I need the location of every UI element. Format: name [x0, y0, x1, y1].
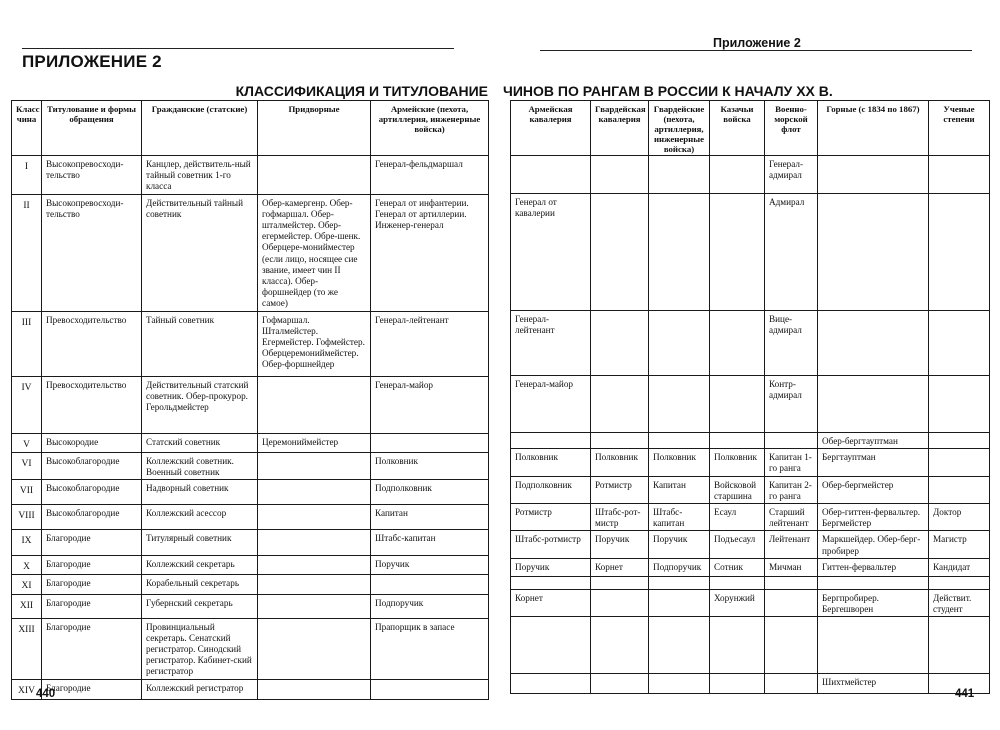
page-number-right: 441 [955, 688, 975, 700]
cell-civil: Действительный статский советник. Обер-прокурор. Герольдмейстер [142, 376, 258, 433]
cell-court [258, 618, 371, 679]
cell-guard-infantry [649, 433, 710, 449]
cell-title: Благородие [42, 556, 142, 575]
cell-guard-cavalry: Поручик [591, 531, 649, 558]
cell-navy [765, 433, 818, 449]
cell-court [258, 505, 371, 530]
col-header-army-cavalry: Армейская кавалерия [511, 101, 591, 156]
cell-civil: Коллежский регистратор [142, 679, 258, 699]
cell-army: Штабс-капитан [371, 530, 489, 556]
cell-degree [929, 156, 990, 194]
table-row [12, 480, 489, 505]
table-row [511, 156, 990, 194]
cell-army: Капитан [371, 505, 489, 530]
cell-class: VIII [12, 505, 42, 530]
table-row [511, 194, 990, 311]
cell-guard-infantry [649, 311, 710, 376]
cell-guard-cavalry [591, 311, 649, 376]
cell-navy: Вице-адмирал [765, 311, 818, 376]
cell-title: Благородие [42, 679, 142, 699]
cell-navy [765, 576, 818, 589]
cell-cossack [710, 311, 765, 376]
cell-army-cavalry [511, 156, 591, 194]
appendix-heading: ПРИЛОЖЕНИЕ 2 [22, 52, 162, 71]
cell-degree [929, 476, 990, 503]
cell-mining: Гиттен-фервальтер [818, 558, 929, 576]
cell-title: Превосходительство [42, 376, 142, 433]
cell-cossack [710, 376, 765, 433]
cell-title: Высокоблагородие [42, 505, 142, 530]
cell-guard-cavalry: Штабс-рот-мистр [591, 504, 649, 531]
page-number-left: 440 [36, 688, 56, 700]
rank-table-left [11, 100, 489, 700]
cell-mining: Шихтмейстер [818, 674, 929, 694]
cell-army: Полковник [371, 452, 489, 479]
cell-court [258, 156, 371, 195]
cell-cossack: Хорунжий [710, 589, 765, 616]
rank-table-right [510, 100, 990, 694]
cell-army-cavalry: Полковник [511, 449, 591, 476]
cell-title: Высокопревосходи-тельство [42, 194, 142, 311]
table-row [511, 376, 990, 433]
cell-cossack [710, 194, 765, 311]
cell-guard-infantry [649, 156, 710, 194]
table-row [511, 531, 990, 558]
cell-degree: Доктор [929, 504, 990, 531]
cell-guard-infantry: Штабс-капитан [649, 504, 710, 531]
cell-guard-infantry [649, 674, 710, 694]
cell-mining: Бергпробирер. Бергешворен [818, 589, 929, 616]
cell-army: Генерал-лейтенант [371, 311, 489, 376]
cell-class: XII [12, 594, 42, 618]
cell-mining [818, 311, 929, 376]
cell-mining: Обер-гиттен-фервальтер. Бергмейстер [818, 504, 929, 531]
col-header-civil: Гражданские (статские) [142, 101, 258, 156]
table-row [12, 679, 489, 699]
table-row [12, 505, 489, 530]
cell-navy [765, 617, 818, 674]
cell-class: VII [12, 480, 42, 505]
cell-army-cavalry [511, 576, 591, 589]
cell-class: V [12, 433, 42, 452]
cell-civil: Коллежский асессор [142, 505, 258, 530]
cell-civil: Провинциальный секретарь. Сенатский регистратор. Синодский регистратор. Кабинет-ский регистратор [142, 618, 258, 679]
cell-guard-cavalry: Полковник [591, 449, 649, 476]
cell-title: Благородие [42, 530, 142, 556]
cell-navy: Лейтенант [765, 531, 818, 558]
cell-mining: Маркшейдер. Обер-берг-пробирер [818, 531, 929, 558]
table-header-row [12, 101, 489, 156]
cell-cossack: Подъесаул [710, 531, 765, 558]
cell-civil: Надворный советник [142, 480, 258, 505]
col-header-title: Титулование и формы обращения [42, 101, 142, 156]
table-row [12, 433, 489, 452]
cell-mining: Обер-бергмейстер [818, 476, 929, 503]
cell-guard-cavalry [591, 376, 649, 433]
table-row [511, 476, 990, 503]
cell-court [258, 452, 371, 479]
cell-guard-infantry [649, 376, 710, 433]
cell-mining: Обер-бергтауптман [818, 433, 929, 449]
cell-cossack [710, 576, 765, 589]
table-row [12, 452, 489, 479]
right-page [500, 0, 1000, 730]
cell-army: Генерал от инфантерии. Генерал от артиллерии. Инженер-генерал [371, 194, 489, 311]
table-row [511, 433, 990, 449]
cell-army: Поручик [371, 556, 489, 575]
cell-class: X [12, 556, 42, 575]
cell-cossack: Есаул [710, 504, 765, 531]
cell-navy: Капитан 2-го ранга [765, 476, 818, 503]
cell-guard-infantry: Подпоручик [649, 558, 710, 576]
cell-mining [818, 617, 929, 674]
cell-navy: Капитан 1-го ранга [765, 449, 818, 476]
top-rule-right [540, 50, 972, 51]
cell-court [258, 575, 371, 594]
cell-cossack [710, 617, 765, 674]
table-row [511, 311, 990, 376]
cell-army-cavalry: Генерал-майор [511, 376, 591, 433]
cell-army: Прапорщик в запасе [371, 618, 489, 679]
col-header-mining: Горные (с 1834 по 1867) [818, 101, 929, 156]
table-row [511, 449, 990, 476]
cell-class: VI [12, 452, 42, 479]
table-row [511, 504, 990, 531]
cell-degree [929, 617, 990, 674]
col-header-degrees: Ученые степени [929, 101, 990, 156]
cell-guard-infantry [649, 194, 710, 311]
cell-mining [818, 156, 929, 194]
cell-navy: Контр-адмирал [765, 376, 818, 433]
cell-mining: Бергтауптман [818, 449, 929, 476]
col-header-court: Придворные [258, 101, 371, 156]
table-row [12, 156, 489, 195]
cell-degree [929, 576, 990, 589]
cell-degree: Магистр [929, 531, 990, 558]
cell-court: Церемониймейстер [258, 433, 371, 452]
cell-cossack [710, 433, 765, 449]
cell-army-cavalry [511, 674, 591, 694]
cell-civil: Тайный советник [142, 311, 258, 376]
cell-guard-cavalry [591, 576, 649, 589]
cell-guard-infantry: Поручик [649, 531, 710, 558]
cell-army-cavalry: Штабс-ротмистр [511, 531, 591, 558]
cell-mining [818, 576, 929, 589]
cell-cossack [710, 674, 765, 694]
cell-title: Благородие [42, 618, 142, 679]
cell-civil: Корабельный секретарь [142, 575, 258, 594]
cell-civil: Титулярный советник [142, 530, 258, 556]
cell-navy: Адмирал [765, 194, 818, 311]
cell-class: I [12, 156, 42, 195]
cell-title: Высокопревосходи-тельство [42, 156, 142, 195]
cell-court: Обер-камергенр. Обер-гофмаршал. Обер-шталмейстер. Обер-егермейстер. Обре-шенк. Оберцере-монийместер (если лицо, носящее сие звание, имеет чин II класса). Обер-форшнейдер (то же самое) [258, 194, 371, 311]
cell-army-cavalry: Поручик [511, 558, 591, 576]
cell-title: Высокородие [42, 433, 142, 452]
cell-army [371, 679, 489, 699]
table-row [12, 311, 489, 376]
table-row [12, 594, 489, 618]
cell-army-cavalry: Подполковник [511, 476, 591, 503]
cell-class: XIII [12, 618, 42, 679]
cell-court [258, 556, 371, 575]
table-row [511, 576, 990, 589]
cell-army [371, 575, 489, 594]
table-row [511, 674, 990, 694]
table-row [12, 575, 489, 594]
cell-class: XIV [12, 679, 42, 699]
cell-civil: Коллежский секретарь [142, 556, 258, 575]
cell-army: Подполковник [371, 480, 489, 505]
cell-title: Благородие [42, 575, 142, 594]
cell-navy [765, 674, 818, 694]
col-header-navy: Военно-морской флот [765, 101, 818, 156]
cell-army-cavalry: Генерал от кавалерии [511, 194, 591, 311]
table-title-part-1: КЛАССИФИКАЦИЯ И ТИТУЛОВАНИЕ [235, 83, 488, 99]
cell-degree [929, 449, 990, 476]
cell-court [258, 480, 371, 505]
cell-cossack: Сотник [710, 558, 765, 576]
cell-class: IV [12, 376, 42, 433]
cell-guard-cavalry [591, 194, 649, 311]
cell-army-cavalry: Генерал-лейтенант [511, 311, 591, 376]
cell-degree [929, 433, 990, 449]
cell-title: Высокоблагородие [42, 480, 142, 505]
cell-civil: Коллежский советник. Военный советник [142, 452, 258, 479]
cell-guard-cavalry [591, 589, 649, 616]
cell-guard-infantry [649, 589, 710, 616]
cell-court [258, 594, 371, 618]
cell-army [371, 433, 489, 452]
cell-guard-infantry: Капитан [649, 476, 710, 503]
cell-navy: Старший лейтенант [765, 504, 818, 531]
cell-guard-cavalry [591, 674, 649, 694]
cell-mining [818, 376, 929, 433]
cell-degree: Кандидат [929, 558, 990, 576]
cell-army-cavalry: Корнет [511, 589, 591, 616]
cell-guard-cavalry [591, 617, 649, 674]
cell-army-cavalry [511, 617, 591, 674]
table-title-part-2: ЧИНОВ ПО РАНГАМ В РОССИИ К НАЧАЛУ XX В. [503, 83, 833, 99]
cell-title: Благородие [42, 594, 142, 618]
cell-class: II [12, 194, 42, 311]
cell-guard-infantry [649, 617, 710, 674]
cell-navy: Генерал-адмирал [765, 156, 818, 194]
cell-class: III [12, 311, 42, 376]
cell-civil: Статский советник [142, 433, 258, 452]
cell-guard-cavalry: Ротмистр [591, 476, 649, 503]
cell-army: Генерал-майор [371, 376, 489, 433]
cell-army-cavalry [511, 433, 591, 449]
cell-army: Генерал-фельдмаршал [371, 156, 489, 195]
cell-class: XI [12, 575, 42, 594]
table-row [12, 530, 489, 556]
running-head: Приложение 2 [713, 36, 801, 50]
cell-title: Высокоблагородие [42, 452, 142, 479]
cell-class: IX [12, 530, 42, 556]
table-row [12, 194, 489, 311]
cell-navy: Мичман [765, 558, 818, 576]
cell-guard-cavalry [591, 433, 649, 449]
cell-civil: Действительный тайный советник [142, 194, 258, 311]
cell-cossack [710, 156, 765, 194]
col-header-guard-cavalry: Гвардейская кавалерия [591, 101, 649, 156]
cell-civil: Канцлер, действитель-ный тайный советник 1-го класса [142, 156, 258, 195]
cell-cossack: Войсковой старшина [710, 476, 765, 503]
cell-degree: Действит. студент [929, 589, 990, 616]
cell-mining [818, 194, 929, 311]
cell-army: Подпоручик [371, 594, 489, 618]
cell-court: Гофмаршал. Шталмейстер. Егермейстер. Гофмейстер. Оберцеремониймейстер. Обер-форшнейдер [258, 311, 371, 376]
table-row [12, 376, 489, 433]
table-row [12, 556, 489, 575]
cell-court [258, 376, 371, 433]
table-row [12, 618, 489, 679]
cell-civil: Губернский секретарь [142, 594, 258, 618]
table-header-row-right [511, 101, 990, 156]
cell-guard-infantry [649, 576, 710, 589]
cell-court [258, 679, 371, 699]
table-row [511, 589, 990, 616]
col-header-guard-infantry: Гвардейские (пехота, артиллерия, инженерные войска) [649, 101, 710, 156]
cell-army-cavalry: Ротмистр [511, 504, 591, 531]
cell-degree [929, 194, 990, 311]
col-header-class: Класс чина [12, 101, 42, 156]
cell-title: Превосходительство [42, 311, 142, 376]
cell-degree [929, 376, 990, 433]
cell-navy [765, 589, 818, 616]
cell-court [258, 530, 371, 556]
top-rule [22, 48, 454, 49]
col-header-army: Армейские (пехота, артиллерия, инженерные войска) [371, 101, 489, 156]
cell-guard-infantry: Полковник [649, 449, 710, 476]
cell-guard-cavalry: Корнет [591, 558, 649, 576]
table-row [511, 617, 990, 674]
cell-cossack: Полковник [710, 449, 765, 476]
col-header-cossack: Казачьи войска [710, 101, 765, 156]
cell-guard-cavalry [591, 156, 649, 194]
table-row [511, 558, 990, 576]
cell-degree [929, 311, 990, 376]
